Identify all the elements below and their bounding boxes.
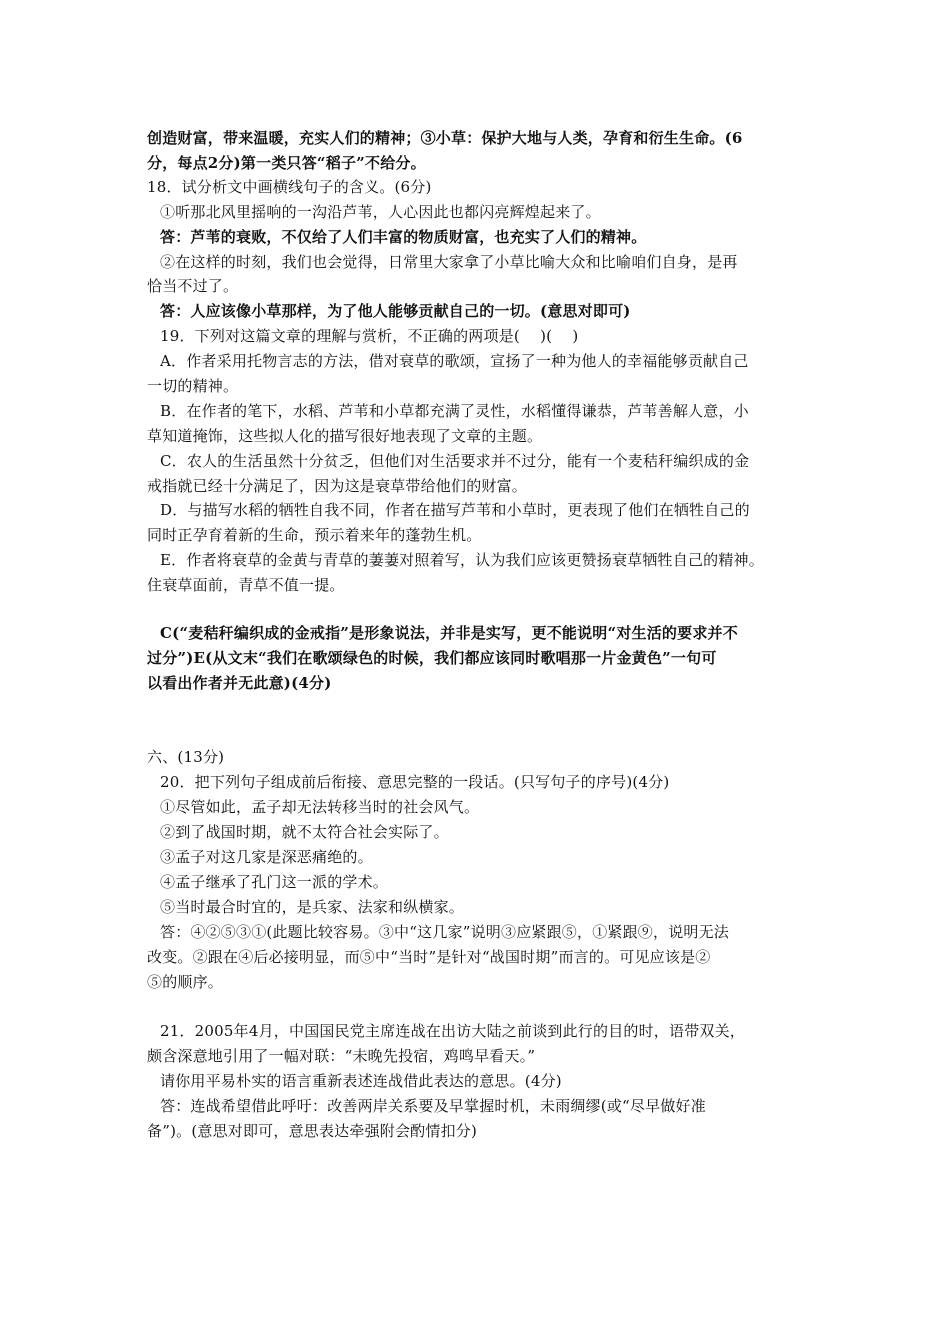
- text-line: 创造财富，带来温暖，充实人们的精神；③小草：保护大地与人类，孕育和衍生生命。(6: [147, 129, 743, 147]
- text-line: 改变。②跟在④后必接明显，而⑤中“当时”是针对“战国时期”而言的。可见应该是②: [147, 948, 711, 966]
- text-line: A．作者采用托物言志的方法，借对衰草的歌颂，宣扬了一种为他人的幸福能够贡献自己: [160, 352, 749, 370]
- text-line: 20．把下列句子组成前后衔接、意思完整的一段话。(只写句子的序号)(4分): [160, 773, 670, 791]
- text-line: 一切的精神。: [147, 377, 239, 395]
- text-line: 同时正孕育着新的生命，预示着来年的蓬勃生机。: [147, 526, 482, 544]
- text-line: E．作者将衰草的金黄与青草的萋萋对照着写，认为我们应该更赞扬衰草牺牲自己的精神。: [160, 551, 764, 569]
- text-line: 过分”)E(从文末“我们在歌颂绿色的时候，我们都应该同时歌唱那一片金黄色”一句可: [147, 649, 717, 667]
- text-line: ⑤的顺序。: [147, 973, 224, 991]
- text-line: ④孟子继承了孔门这一派的学术。: [160, 873, 389, 891]
- text-line: B．在作者的笔下，水稻、芦苇和小草都充满了灵性，水稻懂得谦恭，芦苇善解人意，小: [160, 402, 749, 420]
- text-line: 21．2005年4月，中国国民党主席连战在出访大陆之前谈到此行的目的时，语带双关，: [160, 1022, 746, 1040]
- text-line: C．农人的生活虽然十分贫乏，但他们对生活要求并不过分，能有一个麦秸秆编织成的金: [160, 452, 750, 470]
- text-line: ⑤当时最合时宜的，是兵家、法家和纵横家。: [160, 898, 465, 916]
- text-line: 19．下列对这篇文章的理解与赏析，不正确的两项是( )( ): [160, 327, 579, 345]
- text-line: 以看出作者并无此意)(4分): [147, 674, 332, 692]
- text-line: 住衰草面前，青草不值一提。: [147, 576, 345, 594]
- text-line: ②到了战国时期，就不太符合社会实际了。: [160, 823, 449, 841]
- text-line: 恰当不过了。: [147, 277, 239, 295]
- text-line: 草知道掩饰，这些拟人化的描写很好地表现了文章的主题。: [147, 427, 543, 445]
- text-line: ①听那北风里摇响的一沟沿芦苇，人心因此也都闪亮辉煌起来了。: [160, 203, 601, 221]
- text-line: 戒指就已经十分满足了，因为这是衰草带给他们的财富。: [147, 477, 528, 495]
- text-line: D．与描写水稻的牺牲自我不同，作者在描写芦苇和小草时，更表现了他们在牺牲自己的: [160, 501, 750, 519]
- text-line: 分，每点2分)第一类只答“稻子”不给分。: [147, 154, 426, 172]
- text-line: 颇含深意地引用了一幅对联：“未晚先投宿，鸡鸣早看天。”: [147, 1047, 536, 1065]
- text-line: 请你用平易朴实的语言重新表述连战借此表达的意思。(4分): [160, 1072, 562, 1090]
- text-line: ③孟子对这几家是深恶痛绝的。: [160, 848, 373, 866]
- text-line: 答：连战希望借此呼吁：改善两岸关系要及早掌握时机，未雨绸缪(或“尽早做好准: [160, 1097, 706, 1115]
- text-line: 答：④②⑤③①(此题比较容易。③中“这几家”说明③应紧跟⑤，①紧跟⑨，说明无法: [160, 923, 729, 941]
- text-line: C(“麦秸秆编织成的金戒指”是形象说法，并非是实写，更不能说明“对生活的要求并不: [160, 624, 738, 642]
- text-line: 六、(13分): [147, 748, 225, 766]
- text-line: 答：芦苇的衰败，不仅给了人们丰富的物质财富，也充实了人们的精神。: [160, 228, 647, 246]
- text-line: ①尽管如此，孟子却无法转移当时的社会风气。: [160, 798, 480, 816]
- text-line: ②在这样的时刻，我们也会觉得，日常里大家拿了小草比喻大众和比喻咱们自身，是再: [160, 253, 738, 271]
- text-line: 备”)。(意思对即可，意思表达牵强附会酌情扣分): [147, 1122, 478, 1140]
- text-line: 18．试分析文中画横线句子的含义。(6分): [147, 178, 432, 196]
- text-line: 答：人应该像小草那样，为了他人能够贡献自己的一切。(意思对即可): [160, 302, 631, 320]
